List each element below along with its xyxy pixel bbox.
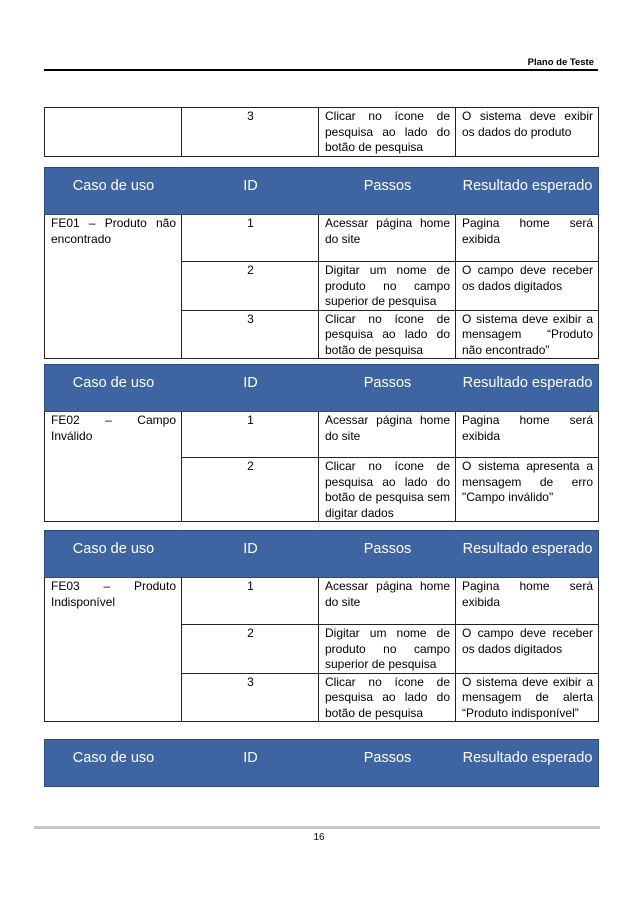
header-id: ID bbox=[182, 168, 319, 215]
header-id: ID bbox=[182, 365, 319, 412]
header-caso-de-uso: Caso de uso bbox=[45, 365, 182, 412]
caso-cell: FE03 – Produto Indisponível bbox=[45, 578, 182, 722]
table-row bbox=[45, 215, 599, 262]
page-header-label: Plano de Teste bbox=[527, 57, 594, 68]
next-table-header bbox=[44, 739, 599, 787]
caso-cell bbox=[45, 108, 182, 157]
table-header-row bbox=[45, 740, 599, 787]
step-resultado: O campo deve receber os dados digitados bbox=[456, 262, 599, 311]
step-passo: Digitar um nome de produto no campo superior de pesquisa bbox=[319, 262, 456, 311]
header-passos: Passos bbox=[319, 531, 456, 578]
table-row bbox=[45, 108, 599, 157]
fe01-table bbox=[44, 167, 599, 359]
step-resultado: O sistema apresenta a mensagem de erro "Campo inválido" bbox=[456, 458, 599, 522]
step-passo: Acessar página home do site bbox=[319, 578, 456, 625]
step-resultado: Pagina home será exibida bbox=[456, 578, 599, 625]
step-resultado: Pagina home será exibida bbox=[456, 215, 599, 262]
step-id: 3 bbox=[182, 108, 319, 157]
step-passo: Acessar página home do site bbox=[319, 215, 456, 262]
table-header-row bbox=[45, 531, 599, 578]
step-passo: Clicar no ícone de pesquisa ao lado do botão de pesquisa sem digitar dados bbox=[319, 458, 456, 522]
caso-cell: FE01 – Produto não encontrado bbox=[45, 215, 182, 359]
header-caso-de-uso: Caso de uso bbox=[45, 168, 182, 215]
step-resultado: O sistema deve exibir a mensagem “Produto não encontrado” bbox=[456, 310, 599, 359]
header-passos: Passos bbox=[319, 365, 456, 412]
step-resultado: Pagina home será exibida bbox=[456, 412, 599, 458]
header-passos: Passos bbox=[319, 168, 456, 215]
step-resultado: O sistema deve exibir os dados do produto bbox=[456, 108, 599, 157]
page-number: 16 bbox=[313, 832, 325, 843]
table-row bbox=[45, 578, 599, 625]
caso-cell: FE02 – Campo Inválido bbox=[45, 412, 182, 522]
step-passo: Acessar página home do site bbox=[319, 412, 456, 458]
step-id: 3 bbox=[182, 310, 319, 359]
step-id: 2 bbox=[182, 262, 319, 311]
step-passo: Clicar no ícone de pesquisa ao lado do botão de pesquisa bbox=[319, 108, 456, 157]
step-passo: Clicar no ícone de pesquisa ao lado do botão de pesquisa bbox=[319, 673, 456, 722]
step-id: 1 bbox=[182, 215, 319, 262]
header-resultado-esperado: Resultado esperado bbox=[456, 365, 599, 412]
step-resultado: O campo deve receber os dados digitados bbox=[456, 625, 599, 674]
step-passo: Digitar um nome de produto no campo superior de pesquisa bbox=[319, 625, 456, 674]
header-id: ID bbox=[182, 740, 319, 787]
table-row bbox=[45, 412, 599, 458]
header-caso-de-uso: Caso de uso bbox=[45, 531, 182, 578]
header-rule bbox=[44, 69, 598, 71]
header-resultado-esperado: Resultado esperado bbox=[456, 531, 599, 578]
table-header-row bbox=[45, 365, 599, 412]
header-id: ID bbox=[182, 531, 319, 578]
header-resultado-esperado: Resultado esperado bbox=[456, 740, 599, 787]
step-id: 2 bbox=[182, 625, 319, 674]
step-passo: Clicar no ícone de pesquisa ao lado do botão de pesquisa bbox=[319, 310, 456, 359]
footer-rule bbox=[34, 826, 600, 829]
step-resultado: O sistema deve exibir a mensagem de alerta “Produto indisponível” bbox=[456, 673, 599, 722]
header-passos: Passos bbox=[319, 740, 456, 787]
fe03-table bbox=[44, 530, 599, 722]
step-id: 3 bbox=[182, 673, 319, 722]
step-id: 1 bbox=[182, 412, 319, 458]
step-id: 1 bbox=[182, 578, 319, 625]
continued-table bbox=[44, 107, 599, 157]
header-resultado-esperado: Resultado esperado bbox=[456, 168, 599, 215]
fe02-table bbox=[44, 364, 599, 522]
table-header-row bbox=[45, 168, 599, 215]
step-id: 2 bbox=[182, 458, 319, 522]
header-caso-de-uso: Caso de uso bbox=[45, 740, 182, 787]
